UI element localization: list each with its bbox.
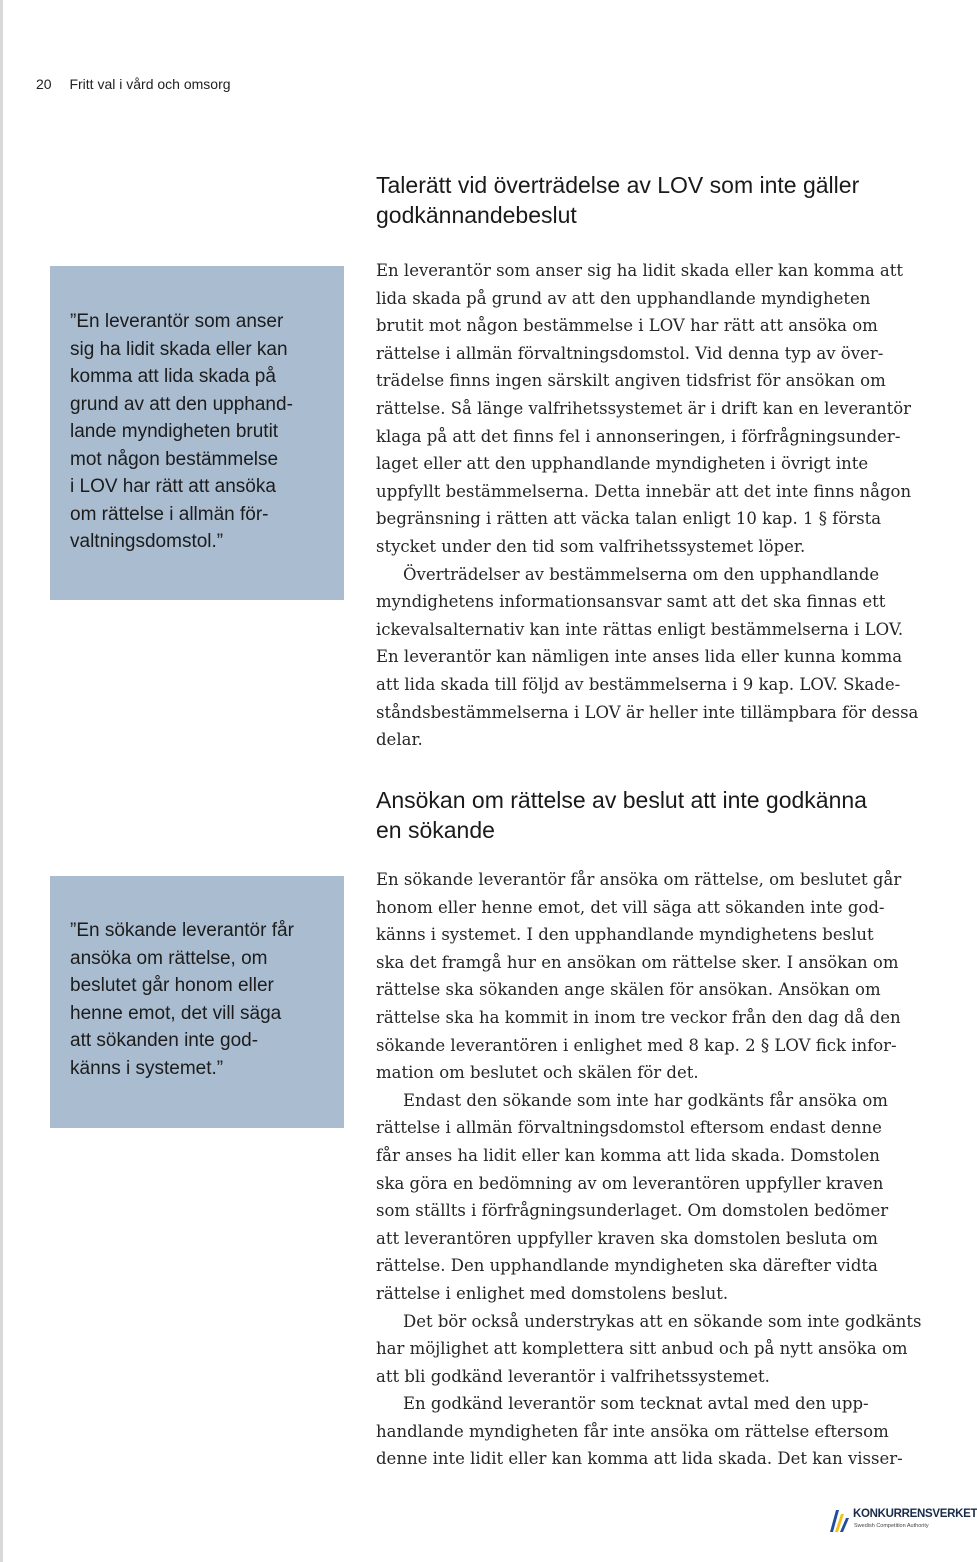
document-title: Fritt val i vård och omsorg [69,76,231,92]
body-line: En leverantör som anser sig ha lidit skada eller kan komma att [376,261,904,280]
quote-line: ansöka om rättelse, om [70,947,268,969]
body-line: klaga på att det finns fel i annonseringen, i förfrågningsunder- [376,426,901,446]
body-line: att leverantören uppfyller kraven ska domstolen besluta om [376,1228,878,1248]
quote-line: ”En sökande leverantör får [70,920,294,941]
logo-mark-icon [828,1506,850,1534]
quote-line: komma att lida skada på [70,366,276,387]
body-line: lida skada på grund av att den upphandlande myndigheten [376,288,871,308]
body-line: rättelse i allmän förvaltningsdomstol eftersom endast denne [376,1118,882,1138]
body-line: känns i systemet. I den upphandlande myndighetens beslut [376,925,874,945]
pull-quote-2 [50,876,344,1128]
quote-line: känns i systemet.” [70,1057,224,1079]
body-line: Överträdelser av bestämmelserna om den upphandlande [403,564,880,584]
section-heading-2 [376,785,956,845]
body-line: honom eller henne emot, det vill säga att sökanden inte god- [376,897,885,917]
body-line: ska det framgå hur en ansökan om rättelse sker. I ansökan om [376,952,899,972]
body-line: laget eller att den upphandlande myndigheten i övrigt inte [376,454,869,474]
body-line: En sökande leverantör får ansöka om rättelse, om beslutet går [376,870,902,889]
body-line: har möjlighet att komplettera sitt anbud och på nytt ansöka om [376,1339,908,1359]
pull-quote-1 [50,266,344,600]
body-line: får anses ha lidit eller kan komma att lida skada. Domstolen [376,1145,880,1165]
body-line: rättelse i allmän förvaltningsdomstol. Vid denna typ av över- [376,343,884,363]
body-line: som ställts i förfrågningsunderlaget. Om domstolen bedömer [376,1201,889,1221]
quote-line: att sökanden inte god- [70,1030,259,1051]
body-line: trädelse finns ingen särskilt angiven tidsfrist för ansökan om [376,371,886,391]
body-line: denne inte lidit eller kan komma att lida skada. Det kan visser- [376,1449,903,1469]
heading-line: Talerätt vid överträdelse av LOV som inte gäller [376,172,860,198]
quote-line: grund av att den upphand- [70,393,293,415]
body-line: brutit mot någon bestämmelse i LOV har rätt att ansöka om [376,316,878,336]
body-line: En leverantör kan nämligen inte anses lida eller kunna komma [376,647,903,667]
body-line: ickevalsalternativ kan inte rättas enligt bestämmelserna i LOV. [376,619,904,639]
body-line: Det bör också understrykas att en sökande som inte godkänts [403,1311,922,1331]
body-line: begränsning i rätten att väcka talan enligt 10 kap. 1 § första [376,509,882,529]
konkurrensverket-logo [828,1504,977,1536]
body-line: myndighetens informationsansvar samt att det ska finnas ett [376,592,886,612]
body-line: mation om beslutet och skälen för det. [376,1063,699,1083]
body-line: rättelse ska ha kommit in inom tre veckor från den dag då den [376,1007,901,1027]
body-line: delar. [376,730,423,750]
body-line: rättelse i enlighet med domstolens beslut. [376,1283,729,1303]
heading-line: en sökande [376,817,495,843]
quote-line: ”En leverantör som anser [70,311,284,332]
page-number: 20 [36,76,52,92]
body-line: handlande myndigheten får inte ansöka om rättelse eftersom [376,1421,889,1441]
quote-line: om rättelse i allmän för- [70,503,269,525]
section-body-1 [376,257,960,754]
quote-line: valtningsdomstol.” [70,531,224,552]
section-heading-1 [376,170,956,230]
quote-line: henne emot, det vill säga [70,1002,282,1024]
running-header [36,76,231,92]
logo-name: KONKURRENSVERKET [853,1508,977,1520]
body-line: ska göra en bedömning av om leverantören uppfyller kraven [376,1173,884,1193]
quote-line: sig ha lidit skada eller kan [70,338,288,360]
body-line: stycket under den tid som valfrihetssystemet löper. [376,536,806,556]
quote-line: lande myndigheten brutit [70,421,279,442]
body-line: Endast den sökande som inte har godkänts får ansöka om [403,1090,888,1110]
body-line: att lida skada till följd av bestämmelserna i 9 kap. LOV. Skade- [376,674,901,694]
logo-subtitle: Swedish Competition Authority [854,1523,929,1529]
heading-line: godkännandebeslut [376,202,577,228]
body-line: sökande leverantören i enlighet med 8 kap. 2 § LOV fick infor- [376,1035,897,1055]
heading-line: Ansökan om rättelse av beslut att inte godkänna [376,787,867,813]
quote-line: beslutet går honom eller [70,975,274,996]
body-line: att bli godkänd leverantör i valfrihetssystemet. [376,1366,770,1386]
body-line: rättelse ska sökanden ange skälen för ansökan. Ansökan om [376,980,881,1000]
body-line: rättelse. Den upphandlande myndigheten ska därefter vidta [376,1256,878,1276]
body-line: En godkänd leverantör som tecknat avtal med den upp- [403,1394,869,1414]
body-line: rättelse. Så länge valfrihetssystemet är i drift kan en leverantör [376,398,912,418]
section-body-2 [376,866,960,1473]
quote-line: i LOV har rätt att ansöka [70,476,276,497]
body-line: ståndsbestämmelserna i LOV är heller inte tillämpbara för dessa [376,702,919,722]
body-line: uppfyllt bestämmelserna. Detta innebär att det inte finns någon [376,481,912,501]
quote-line: mot någon bestämmelse [70,448,279,470]
page-edge [0,0,3,1562]
